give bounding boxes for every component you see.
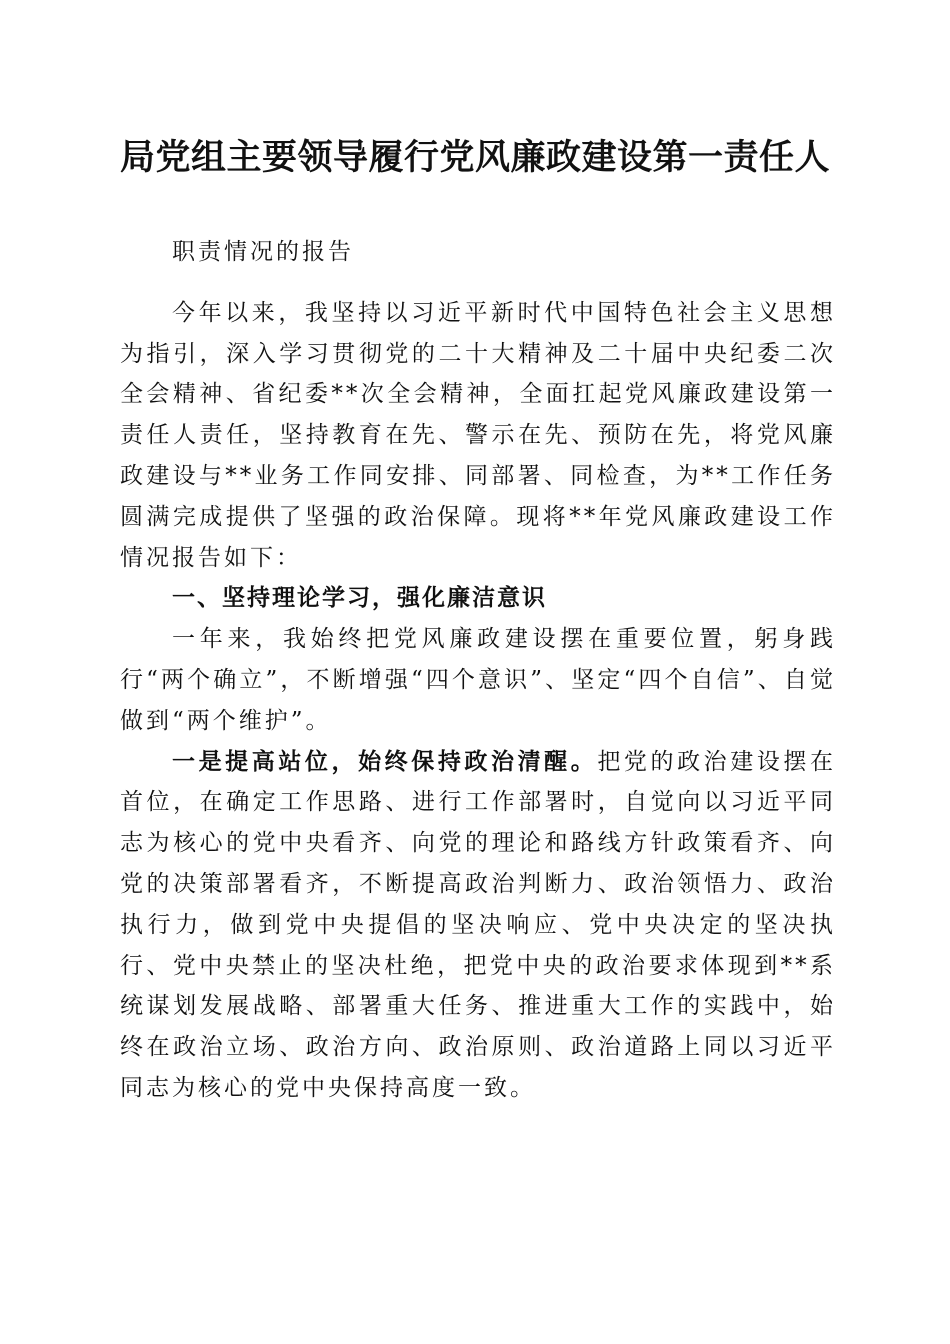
point-1-text: 把党的政治建设摆在首位，在确定工作思路、进行工作部署时，自觉向以习近平同志为核心的党中央看齐、向党的理论和路线方针政策看齐、向党的决策部署看齐，不断提高政治判断力、政治领悟力、政治执行力，做到党中央提倡的坚决响应、党中央决定的坚决执行、党中央禁止的坚决杜绝，把党中央的政治要求体现到**系统谋划发展战略、部署重大任务、推进重大工作的实践中，始终在政治立场、政治方向、政治原则、政治道路上同以习近平同志为核心的党中央保持高度一致。	[120, 748, 837, 1101]
section-heading-1: 一、坚持理论学习，强化廉洁意识	[172, 585, 547, 612]
intro-paragraph: 今年以来，我坚持以习近平新时代中国特色社会主义思想为指引，深入学习贯彻党的二十大精神及二十届中央纪委二次全会精神、省纪委**次全会精神，全面扛起党风廉政建设第一责任人责任，坚持教育在先、警示在先、预防在先，将党风廉政建设与**业务工作同安排、同部署、同检查，为**工作任务圆满完成提供了坚强的政治保障。现将**年党风廉政建设工作情况报告如下：	[120, 299, 836, 571]
document-body	[120, 232, 836, 1109]
point-1-lead: 一是提高站位，始终保持政治清醒。	[172, 747, 598, 775]
document-title: 局党组主要领导履行党风廉政建设第一责任人	[119, 137, 830, 178]
document-subtitle: 职责情况的报告	[172, 239, 354, 265]
section-1-paragraph: 一年来，我始终把党风廉政建设摆在重要位置，躬身践行“两个确立”，不断增强“四个意识”、坚定“四个自信”、自觉做到“两个维护”。	[120, 626, 836, 734]
section-1-point-1	[120, 742, 836, 1109]
